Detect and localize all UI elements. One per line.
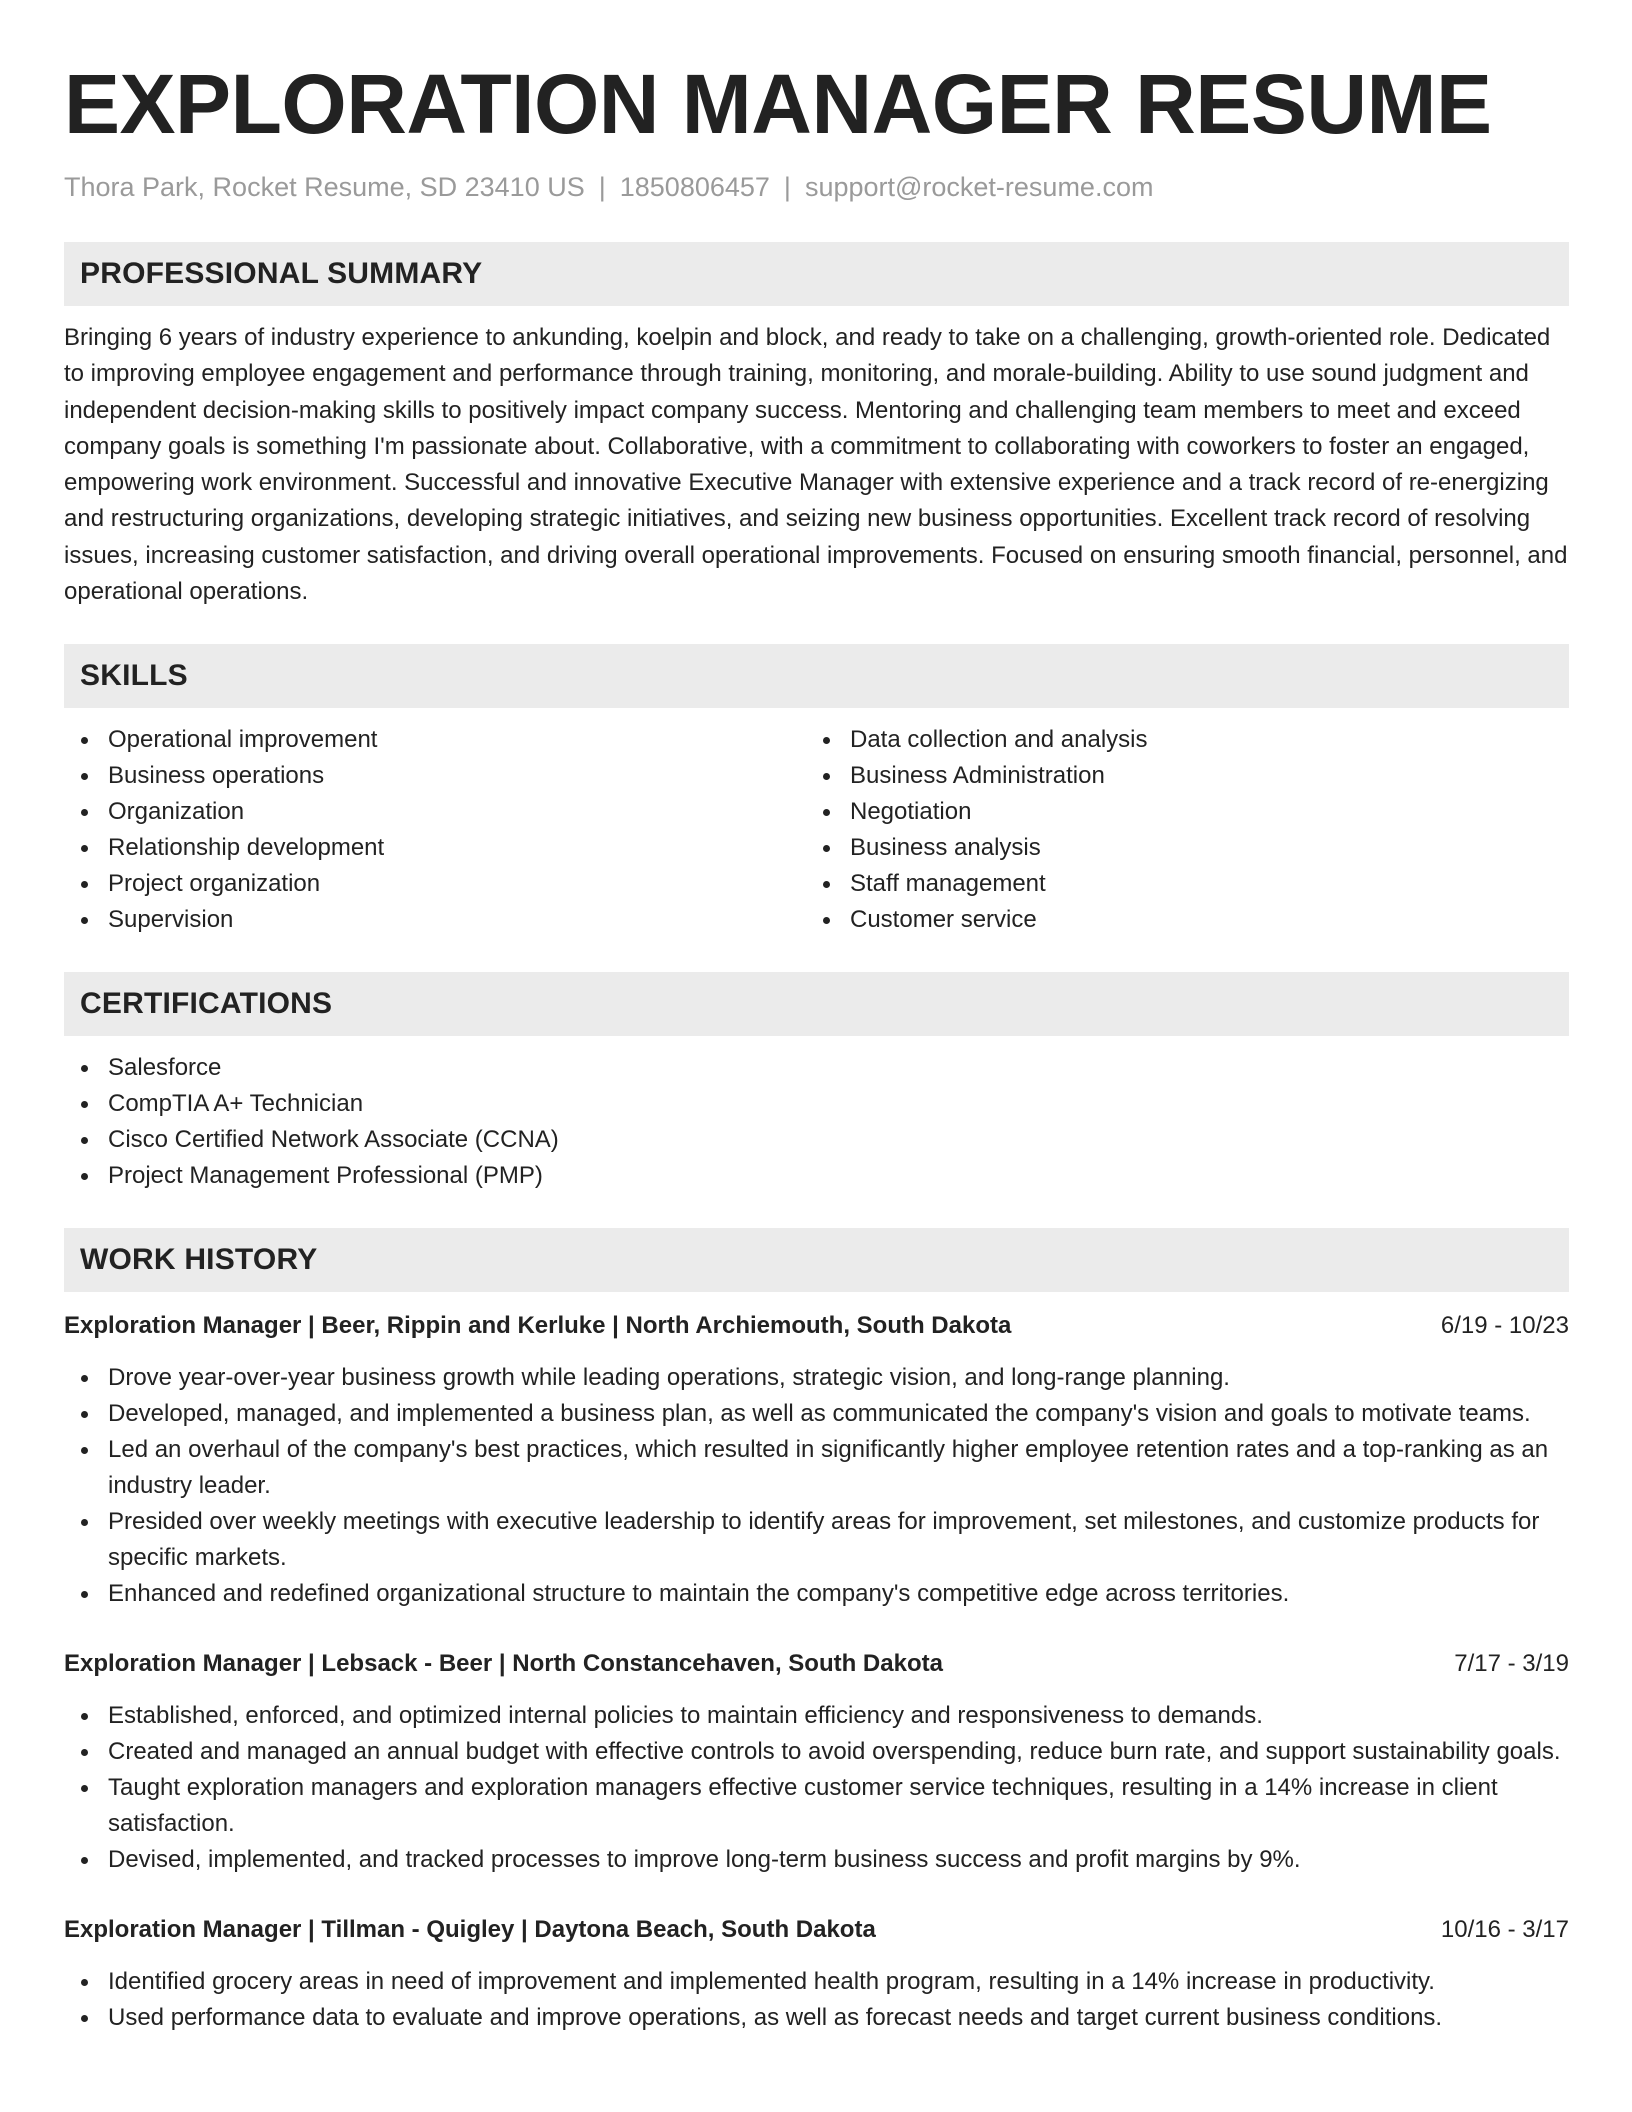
job-bullets <box>64 1360 1569 1612</box>
job-title: Exploration Manager | Tillman - Quigley | Daytona Beach, South Dakota <box>64 1916 876 1944</box>
job-bullet: Enhanced and redefined organizational structure to maintain the company's competitive edge across territories. <box>64 1576 1569 1612</box>
certification-item: Project Management Professional (PMP) <box>64 1158 1569 1194</box>
job-bullets <box>64 1964 1569 2036</box>
certifications-list <box>64 1050 1569 1194</box>
contact-email: support@rocket-resume.com <box>804 172 1154 202</box>
job-header <box>64 1912 1569 1948</box>
certifications-heading: CERTIFICATIONS <box>64 972 1569 1036</box>
skills-column-left <box>64 722 806 938</box>
skill-item: Staff management <box>806 866 1548 902</box>
skill-item: Operational improvement <box>64 722 806 758</box>
job-dates: 6/19 - 10/23 <box>1440 1312 1569 1340</box>
certification-item: Cisco Certified Network Associate (CCNA) <box>64 1122 1569 1158</box>
job-bullet: Used performance data to evaluate and improve operations, as well as forecast needs and target current business conditions. <box>64 2000 1569 2036</box>
contact-separator: | <box>783 172 791 202</box>
certifications-section <box>64 972 1569 1194</box>
certification-item: Salesforce <box>64 1050 1569 1086</box>
contact-separator: | <box>598 172 606 202</box>
skill-item: Relationship development <box>64 830 806 866</box>
summary-section <box>64 242 1569 610</box>
work-history-heading: WORK HISTORY <box>64 1228 1569 1292</box>
skill-item: Negotiation <box>806 794 1548 830</box>
skill-item: Business Administration <box>806 758 1548 794</box>
skills-grid <box>64 722 1569 938</box>
skill-item: Data collection and analysis <box>806 722 1548 758</box>
skill-item: Organization <box>64 794 806 830</box>
job-bullet: Presided over weekly meetings with executive leadership to identify areas for improvement, set milestones, and customize products for specific markets. <box>64 1504 1569 1576</box>
skills-heading: SKILLS <box>64 644 1569 708</box>
skill-item: Business analysis <box>806 830 1548 866</box>
skill-item: Customer service <box>806 902 1548 938</box>
job-entry <box>64 1646 1569 1878</box>
summary-text: Bringing 6 years of industry experience to ankunding, koelpin and block, and ready to take on a challenging, growth-oriented role. Dedicated to improving employee engagement and performance through training, monitoring, and morale-building. Ability to use sound judgment and independent decision-making skills to positively impact company success. Mentoring and challenging team members to meet and exceed company goals is something I'm passionate about. Collaborative, with a commitment to collaborating with coworkers to foster an engaged, empowering work environment. Successful and innovative Executive Manager with extensive experience and a track record of re-energizing and restructuring organizations, developing strategic initiatives, and seizing new business opportunities. Excellent track record of resolving issues, increasing customer satisfaction, and driving overall operational improvements. Focused on ensuring smooth financial, personnel, and operational operations. <box>64 324 1568 606</box>
job-bullet: Devised, implemented, and tracked processes to improve long-term business success and profit margins by 9%. <box>64 1842 1569 1878</box>
job-bullet: Led an overhaul of the company's best practices, which resulted in significantly higher employee retention rates and a top-ranking as an industry leader. <box>64 1432 1569 1504</box>
work-history-section <box>64 1228 1569 2036</box>
job-entry <box>64 1308 1569 1612</box>
contact-phone: 1850806457 <box>619 172 770 202</box>
job-bullet: Developed, managed, and implemented a business plan, as well as communicated the company's vision and goals to motivate teams. <box>64 1396 1569 1432</box>
job-dates: 7/17 - 3/19 <box>1454 1650 1569 1678</box>
skill-item: Project organization <box>64 866 806 902</box>
skills-column-right <box>806 722 1548 938</box>
job-bullet: Drove year-over-year business growth while leading operations, strategic vision, and long-range planning. <box>64 1360 1569 1396</box>
job-bullet: Created and managed an annual budget with effective controls to avoid overspending, reduce burn rate, and support sustainability goals. <box>64 1734 1569 1770</box>
job-title: Exploration Manager | Beer, Rippin and Kerluke | North Archiemouth, South Dakota <box>64 1312 1012 1340</box>
job-header <box>64 1646 1569 1682</box>
summary-heading: PROFESSIONAL SUMMARY <box>64 242 1569 306</box>
resume-page <box>64 0 1569 2036</box>
contact-address: Thora Park, Rocket Resume, SD 23410 US <box>64 172 585 202</box>
job-bullet: Identified grocery areas in need of improvement and implemented health program, resulting in a 14% increase in productivity. <box>64 1964 1569 2000</box>
certification-item: CompTIA A+ Technician <box>64 1086 1569 1122</box>
skills-section <box>64 644 1569 938</box>
skill-item: Supervision <box>64 902 806 938</box>
job-title: Exploration Manager | Lebsack - Beer | North Constancehaven, South Dakota <box>64 1650 943 1678</box>
job-bullet: Established, enforced, and optimized internal policies to maintain efficiency and responsiveness to demands. <box>64 1698 1569 1734</box>
job-bullets <box>64 1698 1569 1878</box>
skill-item: Business operations <box>64 758 806 794</box>
job-dates: 10/16 - 3/17 <box>1440 1916 1569 1944</box>
job-entry <box>64 1912 1569 2036</box>
resume-title: EXPLORATION MANAGER RESUME <box>64 57 1492 151</box>
job-bullet: Taught exploration managers and exploration managers effective customer service techniques, resulting in a 14% increase in client satisfaction. <box>64 1770 1569 1842</box>
contact-line <box>64 170 1569 204</box>
job-header <box>64 1308 1569 1344</box>
